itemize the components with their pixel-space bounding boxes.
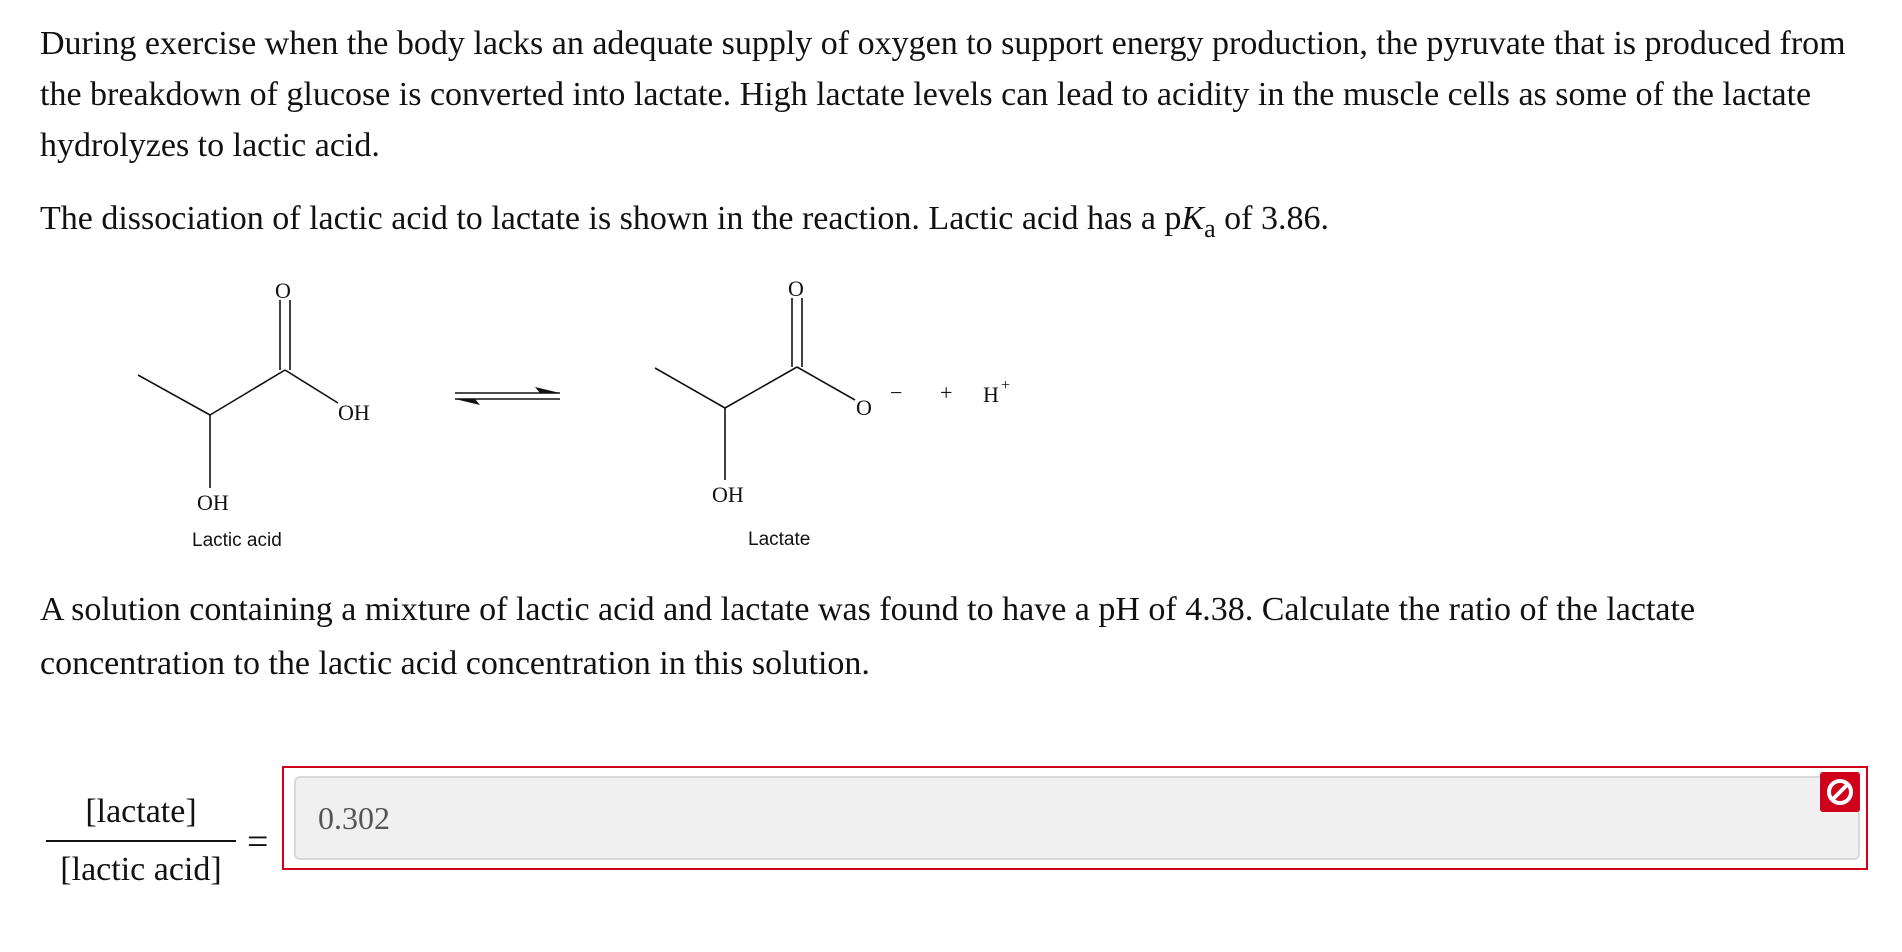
intro-paragraph: During exercise when the body lacks an adequate supply of oxygen to support energy production, the pyruvate that is produced from the breakdown of glucose is converted into lactate. High lactate levels can lead to acidity in the muscle cells as some of the lactate hydrolyzes to lactic acid. [40,25,1846,164]
reaction-diagram [0,260,1100,560]
alpha-hydroxyl-label: OH [712,482,744,507]
equilibrium-arrow [455,387,560,405]
bond [138,375,210,415]
bond [210,370,285,415]
lactate-caption: Lactate [748,529,811,550]
equals-sign: = [247,821,269,863]
pka-k: K [1181,200,1205,237]
ratio-fraction [46,790,236,892]
proton-charge: + [1001,377,1011,394]
answer-input[interactable]: 0.302 [294,776,1860,860]
lactic-acid-structure [138,278,370,551]
pka-subscript: a [1204,214,1216,243]
pka-value-text: of 3.86. [1215,200,1329,237]
ratio-numerator: [lactate] [85,793,197,830]
pka-paragraph-text: The dissociation of lactic acid to lactate is shown in the reaction. Lactic acid has a [40,200,1165,237]
bond [725,367,797,408]
pka-p: p [1164,200,1182,237]
alpha-hydroxyl-label: OH [197,490,229,515]
oxide-label: O [856,395,872,420]
proton-label: H [983,382,999,407]
plus-sign: + [940,380,953,405]
bond [797,367,855,400]
bond [285,370,338,403]
bond [655,368,725,408]
carbonyl-oxygen-label: O [275,278,291,303]
fraction-bar [46,840,236,842]
lactic-acid-caption: Lactic acid [192,530,282,551]
negative-charge: − [890,380,903,405]
prohibited-icon [1820,772,1860,812]
hydroxyl-label: OH [338,400,370,425]
answer-field-wrapper [282,766,1868,870]
carbonyl-oxygen-label: O [788,276,804,301]
lactate-structure [655,276,902,550]
ratio-denominator: [lactic acid] [60,851,222,888]
pka-paragraph [40,193,1880,254]
question-text: A solution containing a mixture of lactic acid and lactate was found to have a pH of 4.38. Calculate the ratio of the lactate concentration to the lactic acid concentration in this solution. [40,591,1696,682]
